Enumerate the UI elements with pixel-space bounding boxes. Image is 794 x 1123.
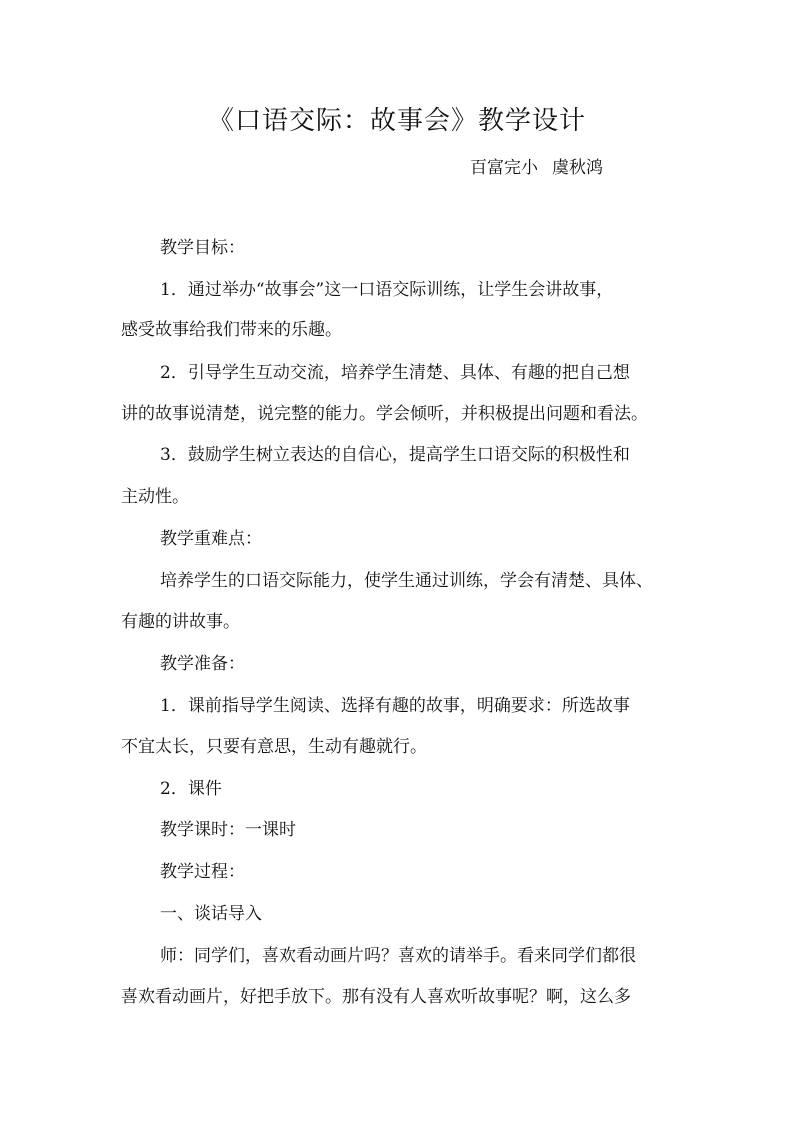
paragraph-line: 培养学生的口语交际能力，使学生通过训练，学会有清楚、具体、 <box>160 571 653 591</box>
paragraph-line: 2．课件 <box>160 779 222 799</box>
author-school: 百富完小 <box>470 158 538 178</box>
heading-teaching-goals: 教学目标： <box>160 238 245 258</box>
paragraph-line: 感受故事给我们带来的乐趣。 <box>121 320 342 340</box>
heading-teaching-process: 教学过程： <box>160 862 245 882</box>
heading-class-hours: 教学课时：一课时 <box>160 820 296 840</box>
paragraph-line: 3．鼓励学生树立表达的自信心，提高学生口语交际的积极性和 <box>160 445 630 465</box>
author-line <box>470 153 603 178</box>
heading-teaching-preparation: 教学准备： <box>160 654 245 674</box>
paragraph-line: 不宜太长，只要有意思，生动有趣就行。 <box>121 737 427 757</box>
paragraph-line: 1．通过举办“故事会”这一口语交际训练，让学生会讲故事， <box>160 280 614 300</box>
paragraph-line: 1．课前指导学生阅读、选择有趣的故事，明确要求：所选故事 <box>160 696 630 716</box>
paragraph-line: 主动性。 <box>121 487 189 507</box>
paragraph-line: 2．引导学生互动交流，培养学生清楚、具体、有趣的把自己想 <box>160 363 630 383</box>
section-heading-intro: 一、谈话导入 <box>160 904 262 924</box>
heading-key-difficulties: 教学重难点： <box>160 529 262 549</box>
paragraph-line: 讲的故事说清楚，说完整的能力。学会倾听，并积极提出问题和看法。 <box>121 404 648 424</box>
author-name: 虞秋鸿 <box>552 158 603 178</box>
document-title: 《口语交际：故事会》教学设计 <box>207 106 586 136</box>
paragraph-line: 喜欢看动画片，好把手放下。那有没有人喜欢听故事呢？啊，这么多 <box>121 987 631 1007</box>
paragraph-line: 有趣的讲故事。 <box>121 612 240 632</box>
paragraph-line: 师：同学们，喜欢看动画片吗？喜欢的请举手。看来同学们都很 <box>160 946 636 966</box>
